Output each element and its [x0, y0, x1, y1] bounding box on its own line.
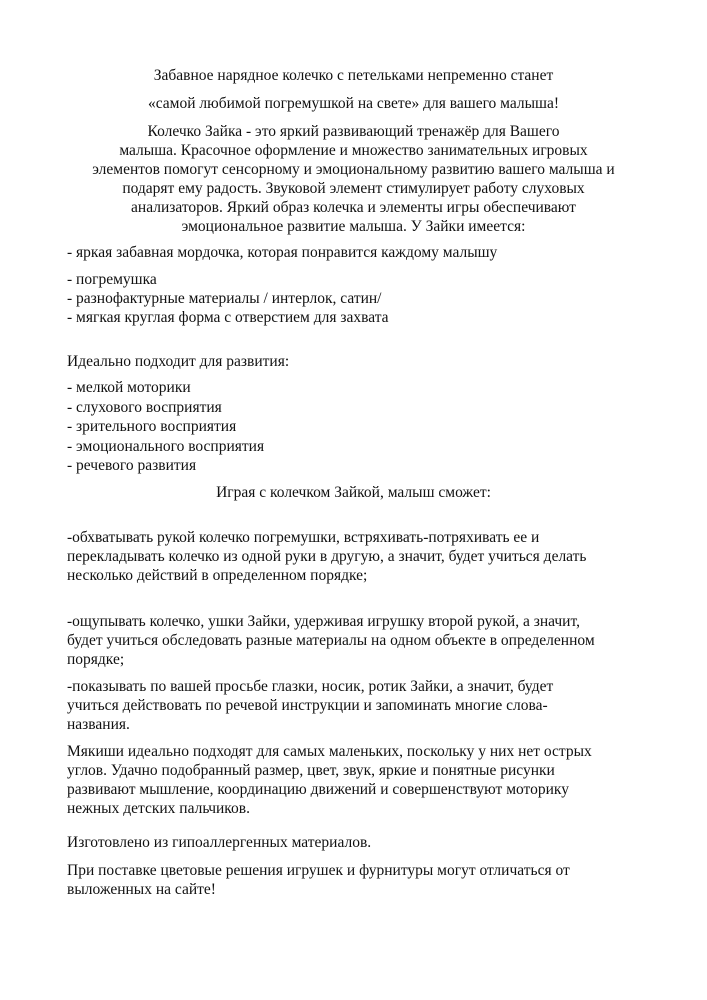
feature-item: - разнофактурные материалы / интерлок, сатин/: [67, 290, 382, 307]
skills-paragraph-1-line: перекладывать колечко из одной руки в другую, а значит, будет учиться делать: [67, 548, 587, 565]
skills-paragraph-3-line: -показывать по вашей просьбе глазки, носик, ротик Зайки, а значит, будет: [67, 678, 554, 695]
description-line: анализаторов. Яркий образ колечка и элементы игры обеспечивают: [131, 199, 576, 216]
skills-paragraph-2-line: -ощупывать колечко, ушки Зайки, удерживая игрушку второй рукой, а значит,: [67, 613, 580, 630]
development-item: - речевого развития: [67, 457, 197, 474]
disclaimer-line: При поставке цветовые решения игрушек и фурнитуры могут отличаться от: [67, 862, 570, 879]
mykishi-line: Мякиши идеально подходят для самых маленьких, поскольку у них нет острых: [67, 743, 592, 760]
development-item: - слухового восприятия: [67, 399, 222, 416]
mykishi-line: нежных детских пальчиков.: [67, 800, 250, 817]
skills-paragraph-2-line: порядке;: [67, 651, 125, 668]
description-line: элементов помогут сенсорному и эмоциональному развитию вашего малыша и: [92, 161, 615, 178]
materials-note: Изготовлено из гипоаллергенных материалов.: [67, 834, 372, 851]
description-line: малыша. Красочное оформление и множество занимательных игровых: [119, 142, 588, 159]
skills-paragraph-1-line: несколько действий в определенном порядке;: [67, 567, 368, 584]
feature-item: - яркая забавная мордочка, которая понравится каждому малышу: [67, 244, 498, 261]
development-item: - зрительного восприятия: [67, 418, 237, 435]
skills-paragraph-2-line: будет учиться обследовать разные материалы на одном объекте в определенном: [67, 632, 595, 649]
development-item: - мелкой моторики: [67, 379, 191, 396]
intro-line-2: «самой любимой погремушкой на свете» для вашего малыша!: [147, 95, 560, 112]
skills-heading: Играя с колечком Зайкой, малыш сможет:: [216, 484, 491, 501]
development-heading: Идеально подходит для развития:: [67, 353, 290, 370]
disclaimer-line: выложенных на сайте!: [67, 881, 216, 898]
skills-paragraph-1-line: -обхватывать рукой колечко погремушки, встряхивать-потряхивать ее и: [67, 529, 540, 546]
description-line: подарят ему радость. Звуковой элемент стимулирует работу слуховых: [122, 180, 585, 197]
intro-line-1: Забавное нарядное колечко с петельками непременно станет: [153, 67, 554, 84]
description-line: Колечко Зайка - это яркий развивающий тренажёр для Вашего: [147, 123, 560, 140]
mykishi-line: углов. Удачно подобранный размер, цвет, звук, яркие и понятные рисунки: [67, 762, 555, 779]
feature-item: - погремушка: [67, 271, 157, 288]
description-line: эмоциональное развитие малыша. У Зайки имеется:: [181, 218, 526, 235]
development-item: - эмоционального восприятия: [67, 438, 265, 455]
skills-paragraph-3-line: названия.: [67, 716, 130, 733]
skills-paragraph-3-line: учиться действовать по речевой инструкции и запоминать многие слова-: [67, 697, 548, 714]
mykishi-line: развивают мышление, координацию движений и совершенствуют моторику: [67, 781, 569, 798]
feature-item: - мягкая круглая форма с отверстием для захвата: [67, 309, 389, 326]
